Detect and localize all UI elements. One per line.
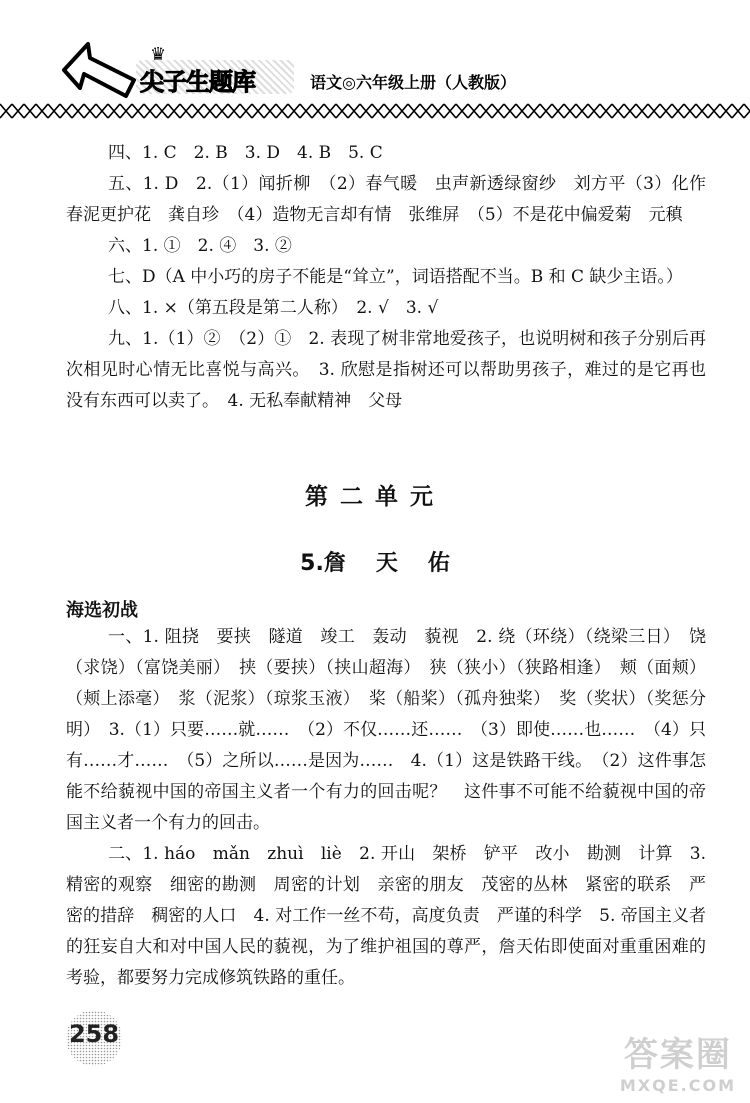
watermark (620, 1027, 736, 1095)
lesson-title (0, 546, 750, 577)
answer-two: 二、1. háo mǎn zhuì liè 2. 开山 架桥 铲平 改小 勘测 计算 3. 精密的观察 细密的勘测 周密的计划 亲密的朋友 茂密的丛林 紧密的联系 严密的措辞 稠密的人口 4. 对工作一丝不苟，高度负责 严谨的科学 5. 帝国主义者的狂妄自大和对中国人民的藐视，为了维护祖国的尊严，詹天佑即使面对重重困难的考验，都要努力完成修筑铁路的重任。 (66, 844, 706, 988)
page-header (0, 0, 750, 135)
answer-five: 五、1. D 2.（1）闻折柳 （2）春气暖 虫声新透绿窗纱 刘方平（3）化作春泥更护花 龚自珍 （4）造物无言却有情 张维屏 （5）不是花中偏爱菊 元稹 (66, 174, 706, 225)
answer-nine: 九、1.（1）② （2）① 2. 表现了树非常地爱孩子，也说明树和孩子分别后再次相见时心情无比喜悦与高兴。 3. 欣慰是指树还可以帮助男孩子，难过的是它再也没有东西可以卖了。 4. 无私奉献精神 父母 (66, 329, 706, 411)
unit-one-answers (66, 138, 706, 417)
answer-one: 一、1. 阻挠 要挟 隧道 竣工 轰动 藐视 2. 绕（环绕）（绕梁三日） 饶（求饶）（富饶美丽） 挟（要挟）（挟山超海） 狭（狭小）（狭路相逢） 颊（面颊）（颊上添毫） 浆（泥浆）（琼浆玉液） 桨（船桨）（孤舟独桨） 奖（奖状）（奖惩分明） 3.（1）只要……就…… （2）不仅……还…… （3）即使……也…… （4）只有……才…… （5）之所以……是因为…… 4.（1）这是铁路干线。 （2）这件事怎能不给藐视中国的帝国主义者一个有力的回击呢？ 这件事不可能不给藐视中国的帝国主义者一个有力的回击。 (66, 627, 706, 833)
book-subtitle: 语文◎六年级上册（人教版） (310, 73, 516, 92)
answer-seven: 七、D（A 中小巧的房子不能是“耸立”，词语搭配不当。B 和 C 缺少主语。） (108, 267, 683, 287)
unit-title: 第二单元 (305, 484, 445, 510)
answer-six: 六、1. ① 2. ④ 3. ② (108, 236, 292, 256)
watermark-logo: 答案圈 (623, 1035, 732, 1075)
unit-two-answers (66, 622, 706, 994)
decorative-border (0, 100, 750, 122)
watermark-url: MXQE.COM (619, 1076, 736, 1095)
lesson-char: 佑 (427, 551, 450, 576)
lesson-char: 詹 (323, 551, 346, 576)
brand-title: 尖子生题库 (140, 68, 255, 96)
arrow-icon (58, 40, 138, 104)
answer-four: 四、1. C 2. B 3. D 4. B 5. C (108, 143, 383, 163)
lesson-char: 天 (375, 551, 398, 576)
section-heading: 海选初战 (66, 600, 138, 621)
answer-eight: 八、1. ×（第五段是第二人称） 2. √ 3. √ (108, 298, 439, 318)
crown-icon: ♛ (150, 44, 167, 65)
page-number: 258 (68, 1020, 120, 1048)
lesson-number: 5. (300, 551, 324, 576)
